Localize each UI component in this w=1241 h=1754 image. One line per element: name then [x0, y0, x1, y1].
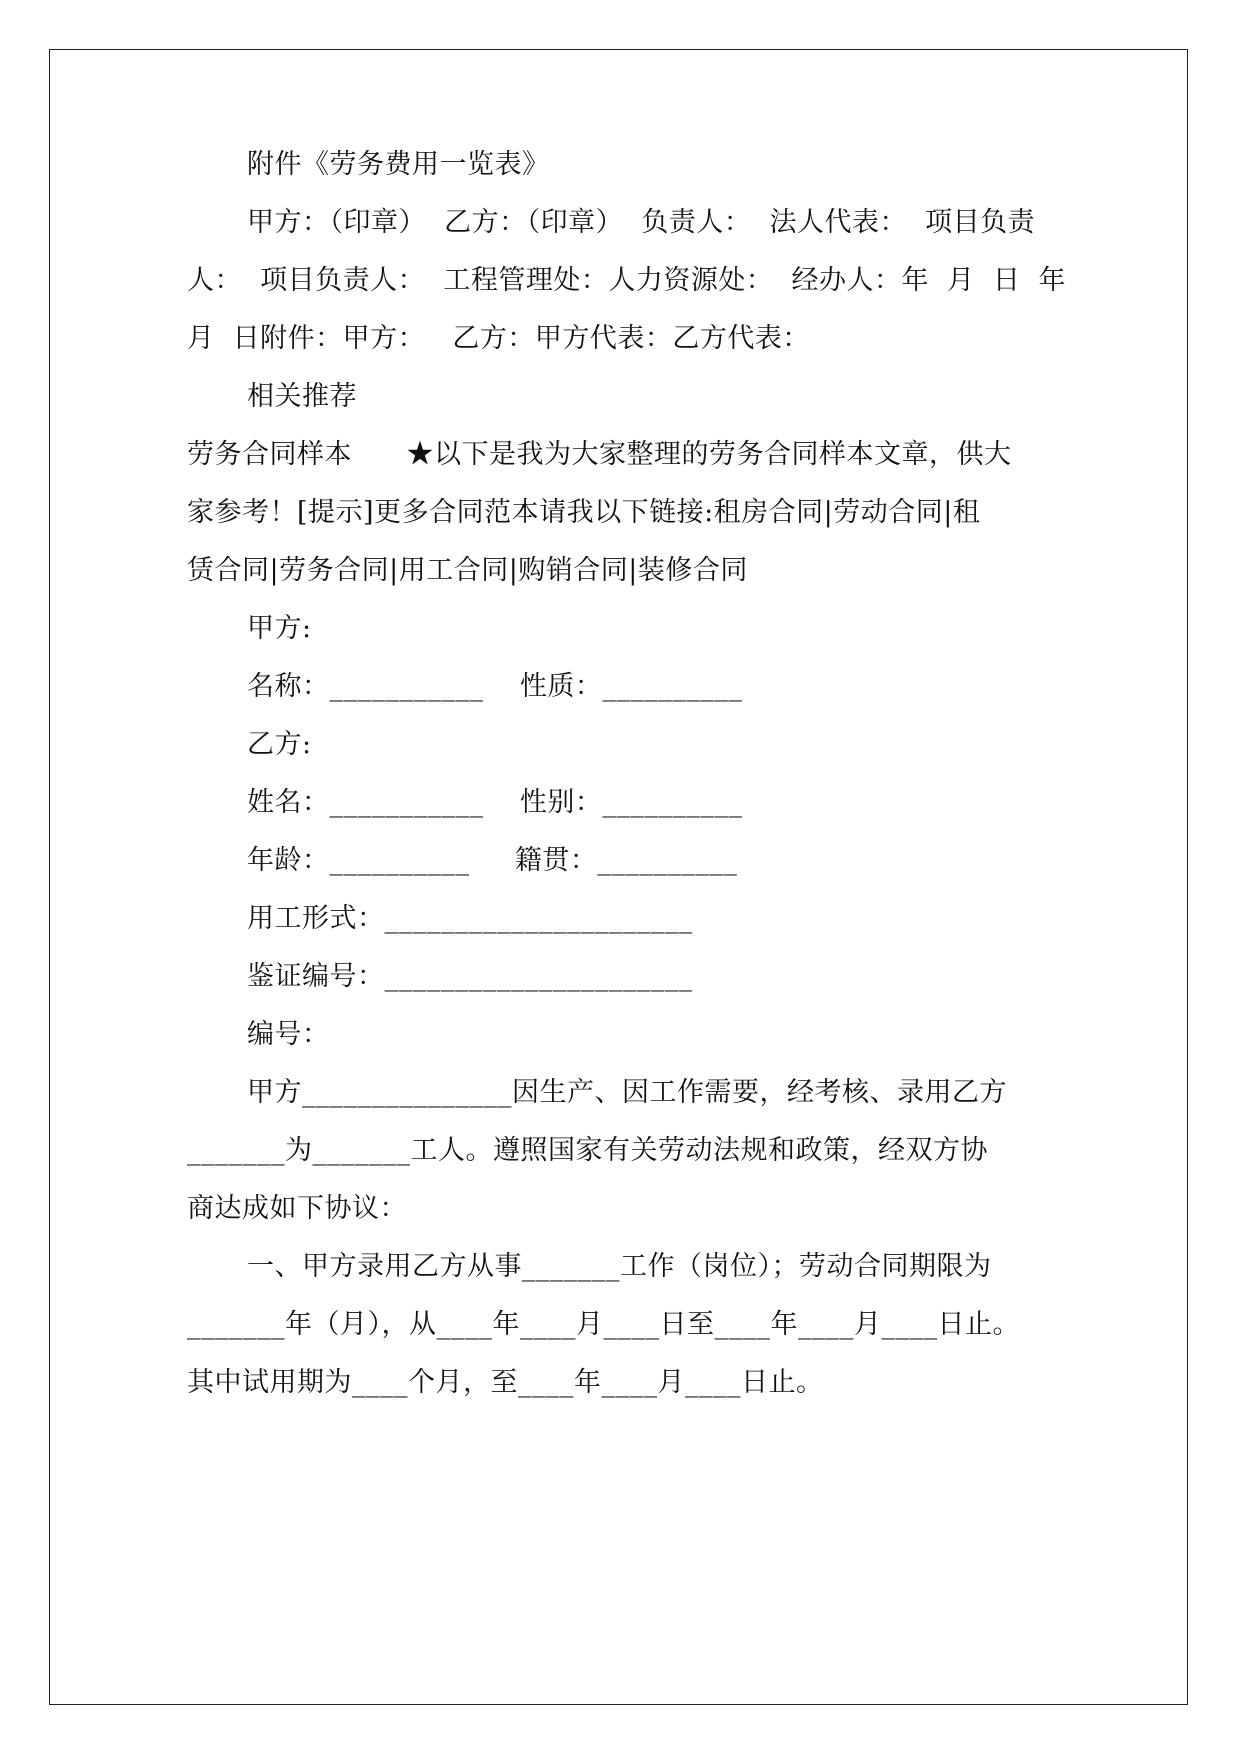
attachment-title: 附件《劳务费用一览表》 — [247, 149, 550, 180]
clause-one-line-3: 其中试用期为____个月，至____年____月____日止。 — [187, 1367, 824, 1398]
verification-number-field: 鉴证编号：______________________ — [247, 961, 693, 992]
employment-form-field: 用工形式：______________________ — [247, 903, 693, 934]
name-nature-fields: 名称：___________ 性质：__________ — [247, 671, 743, 702]
party-b-label: 乙方: — [247, 729, 312, 760]
agreement-line-2: _______为_______工人。遵照国家有关劳动法规和政策，经双方协 — [187, 1135, 988, 1166]
name-gender-fields: 姓名：___________ 性别：__________ — [247, 787, 743, 818]
agreement-line-3: 商达成如下协议： — [187, 1193, 407, 1224]
intro-line-3: 赁合同|劳务合同|用工合同|购销合同|装修合同 — [187, 555, 748, 586]
signature-line-2: 人： 项目负责人： 工程管理处：人力资源处： 经办人：年 月 日 年 — [187, 265, 1066, 296]
signature-line-3: 月 日附件：甲方： 乙方：甲方代表：乙方代表： — [187, 323, 810, 354]
number-field: 编号： — [247, 1019, 330, 1050]
intro-line-1: 劳务合同样本 ★以下是我为大家整理的劳务合同样本文章，供大 — [187, 439, 1012, 470]
signature-line-1: 甲方：（印章） 乙方：（印章） 负责人： 法人代表： 项目负责 — [247, 207, 1036, 238]
intro-line-2: 家参考！[提示]更多合同范本请我以下链接:租房合同|劳动合同|租 — [187, 497, 981, 528]
agreement-line-1: 甲方_______________因生产、因工作需要，经考核、录用乙方 — [247, 1077, 1007, 1108]
clause-one-line-2: _______年（月），从____年____月____日至____年____月____日止。 — [187, 1309, 1020, 1340]
age-origin-fields: 年龄：__________ 籍贯：__________ — [247, 845, 738, 876]
related-heading: 相关推荐 — [247, 381, 357, 412]
party-a-label: 甲方: — [247, 613, 312, 644]
clause-one-line-1: 一、甲方录用乙方从事_______工作（岗位）；劳动合同期限为 — [247, 1251, 992, 1282]
